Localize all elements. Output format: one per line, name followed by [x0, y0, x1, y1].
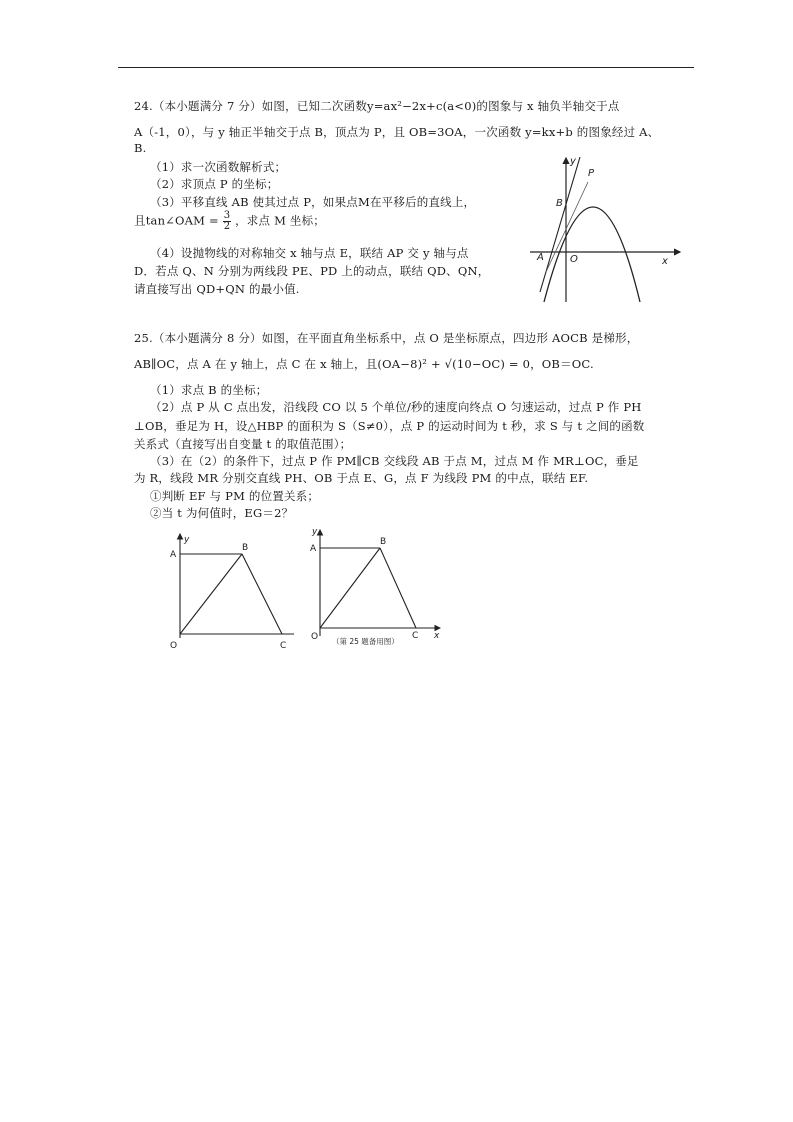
q25-line1: 25.（本小题满分 8 分）如图，在平面直角坐标系中，点 O 是坐标原点，四边形 AOCB 是梯形，: [134, 331, 639, 345]
q25-item3c: ①判断 EF 与 PM 的位置关系；: [150, 489, 320, 503]
q25-item2a: （2）点 P 从 C 点出发，沿线段 CO 以 5 个单位/秒的速度向终点 O 匀速运动，过点 P 作 PH: [150, 400, 642, 414]
q24-item2: （2）求顶点 P 的坐标；: [150, 177, 279, 191]
q25-line2: AB∥OC，点 A 在 y 轴上，点 C 在 x 轴上，且(OA−8)² + √(10−OC) = 0，OB＝OC.: [134, 357, 594, 371]
q24-item3b: [134, 211, 325, 232]
q25-item3b: 为 R，线段 MR 分别交直线 PH、OB 于点 E、G，点 F 为线段 PM 的中点，联结 EF.: [134, 471, 589, 485]
q24-parabola-figure: [528, 152, 688, 308]
fraction-numerator: 3: [223, 210, 231, 221]
segment-bc: [242, 554, 282, 634]
fraction-denominator: 2: [223, 221, 231, 232]
q25-item3d: ②当 t 为何值时，EG＝2？: [150, 506, 294, 520]
q24-item1: （1）求一次函数解析式；: [150, 160, 287, 174]
segment-ob: [180, 554, 242, 634]
fig-label-b: B: [380, 537, 387, 547]
q25-item2c: 关系式（直接写出自变量 t 的取值范围）；: [134, 437, 352, 451]
fig-label-b: B: [242, 543, 249, 553]
q25-item3a: （3）在（2）的条件下，过点 P 作 PM∥CB 交线段 AB 于点 M，过点 M 作 MR⊥OC，垂足: [150, 454, 639, 468]
q25-trapezoid-figure-1: [162, 530, 302, 660]
q24-item3b-pre: 且tan∠OAM =: [134, 213, 219, 228]
fig-label-a: A: [170, 550, 177, 560]
fraction-3-over-2: [223, 211, 232, 232]
fig-label-o: O: [311, 632, 319, 642]
q24-line2: A（-1，0），与 y 轴正半轴交于点 B，顶点为 P，且 OB=3OA，一次函数 y=kx+b 的图象经过 A、: [134, 125, 660, 139]
parabola-curve: [544, 207, 640, 302]
segment-bc: [380, 548, 416, 628]
figure-caption: （第 25 题备用图）: [332, 637, 399, 646]
fig-label-c: C: [280, 641, 287, 651]
fig-label-o: O: [570, 254, 578, 265]
fig-label-p: P: [588, 168, 595, 179]
fig-label-b: B: [556, 198, 563, 209]
q24-item3b-post: ，求点 M 坐标；: [235, 213, 325, 228]
fig-label-y: y: [312, 527, 318, 537]
fig-label-c: C: [412, 631, 419, 641]
fig-label-y: y: [184, 535, 190, 545]
q24-item4c: 请直接写出 QD+QN 的最小值.: [134, 282, 300, 296]
q25-trapezoid-figure-2: [308, 524, 448, 654]
q24-line1: 24.（本小题满分 7 分）如图，已知二次函数y=ax²−2x+c(a<0)的图象与 x 轴负半轴交于点: [134, 99, 620, 113]
q25-item2b: ⊥OB，垂足为 H，设△HBP 的面积为 S（S≠0），点 P 的运动时间为 t 秒，求 S 与 t 之间的函数: [134, 419, 645, 433]
q24-item4a: （4）设抛物线的对称轴交 x 轴与点 E，联结 AP 交 y 轴与点: [150, 246, 469, 260]
q24-item3: （3）平移直线 AB 使其过点 P，如果点M在平移后的直线上，: [150, 195, 476, 209]
fig-label-x: x: [662, 256, 668, 267]
fig-label-o: O: [170, 641, 178, 651]
q24-line3: B.: [134, 141, 147, 155]
segment-ob: [320, 548, 380, 628]
fig-label-x: x: [434, 631, 440, 641]
header-rule: [118, 67, 694, 68]
q24-item4b: D．若点 Q、N 分别为两线段 PE、PD 上的动点，联结 QD、QN，: [134, 264, 490, 278]
q25-item1: （1）求点 B 的坐标；: [150, 383, 268, 397]
fig-label-a: A: [537, 252, 544, 263]
line-ap: [546, 182, 588, 272]
fig-label-y: y: [570, 156, 576, 167]
fig-label-a: A: [310, 544, 317, 554]
